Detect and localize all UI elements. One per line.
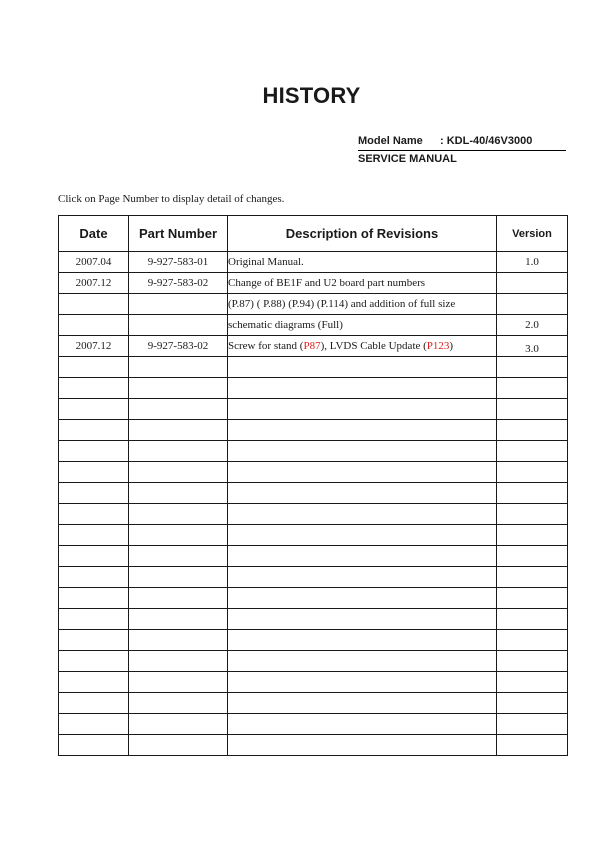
empty-cell (228, 378, 497, 399)
empty-cell (129, 693, 228, 714)
empty-cell (228, 483, 497, 504)
empty-cell (59, 588, 129, 609)
empty-table-row (59, 525, 568, 546)
table-row (59, 294, 568, 315)
table-row (59, 252, 568, 273)
header-part-number: Part Number (129, 216, 228, 252)
row-description: Original Manual. (228, 252, 497, 273)
empty-cell (59, 609, 129, 630)
empty-cell (59, 630, 129, 651)
empty-cell (129, 735, 228, 756)
empty-cell (497, 420, 568, 441)
row-date (59, 315, 129, 336)
row-part-number (129, 294, 228, 315)
table-header-row (59, 216, 568, 252)
empty-cell (59, 483, 129, 504)
empty-cell (497, 525, 568, 546)
empty-cell (497, 735, 568, 756)
empty-table-row (59, 672, 568, 693)
empty-table-row (59, 483, 568, 504)
empty-cell (129, 567, 228, 588)
empty-cell (228, 462, 497, 483)
empty-cell (228, 357, 497, 378)
description-text: ), LVDS Cable Update ( (320, 340, 427, 352)
revision-history-table (58, 215, 568, 756)
empty-table-row (59, 357, 568, 378)
empty-cell (497, 504, 568, 525)
empty-table-row (59, 441, 568, 462)
row-part-number (129, 315, 228, 336)
empty-cell (129, 714, 228, 735)
empty-cell (59, 672, 129, 693)
empty-table-row (59, 462, 568, 483)
empty-cell (129, 357, 228, 378)
empty-table-row (59, 588, 568, 609)
row-version-value: 3.0 (525, 343, 539, 355)
empty-cell (129, 588, 228, 609)
empty-cell (228, 672, 497, 693)
empty-table-row (59, 651, 568, 672)
empty-cell (228, 651, 497, 672)
empty-cell (497, 399, 568, 420)
table-row (59, 273, 568, 294)
empty-cell (129, 462, 228, 483)
empty-table-row (59, 504, 568, 525)
empty-table-row (59, 714, 568, 735)
empty-cell (228, 504, 497, 525)
empty-cell (228, 630, 497, 651)
table-row (59, 336, 568, 357)
row-part-number: 9-927-583-02 (129, 273, 228, 294)
empty-table-row (59, 609, 568, 630)
empty-cell (228, 588, 497, 609)
empty-cell (228, 567, 497, 588)
empty-cell (228, 399, 497, 420)
row-date: 2007.04 (59, 252, 129, 273)
empty-cell (497, 714, 568, 735)
empty-cell (497, 483, 568, 504)
empty-cell (129, 399, 228, 420)
empty-cell (59, 546, 129, 567)
empty-cell (129, 651, 228, 672)
empty-cell (497, 630, 568, 651)
empty-cell (497, 546, 568, 567)
empty-cell (129, 630, 228, 651)
empty-cell (129, 441, 228, 462)
empty-cell (59, 357, 129, 378)
page-title: HISTORY (262, 83, 361, 108)
empty-table-row (59, 546, 568, 567)
empty-cell (228, 693, 497, 714)
model-name-value: : KDL-40/46V3000 (440, 135, 533, 147)
empty-cell (129, 504, 228, 525)
row-date: 2007.12 (59, 273, 129, 294)
row-part-number: 9-927-583-02 (129, 336, 228, 357)
empty-cell (129, 378, 228, 399)
row-version (497, 273, 568, 294)
empty-cell (59, 651, 129, 672)
empty-cell (59, 441, 129, 462)
row-description: schematic diagrams (Full) (228, 315, 497, 336)
empty-cell (59, 504, 129, 525)
row-description: (P.87) ( P.88) (P.94) (P.114) and addition of full size (228, 294, 497, 315)
empty-cell (59, 525, 129, 546)
row-part-number: 9-927-583-01 (129, 252, 228, 273)
empty-cell (228, 441, 497, 462)
row-version (497, 294, 568, 315)
description-text: Screw for stand ( (228, 340, 304, 352)
empty-cell (497, 357, 568, 378)
empty-cell (497, 693, 568, 714)
empty-table-row (59, 630, 568, 651)
empty-cell (59, 693, 129, 714)
empty-cell (59, 462, 129, 483)
empty-cell (497, 378, 568, 399)
empty-cell (497, 672, 568, 693)
empty-cell (497, 588, 568, 609)
header-date: Date (59, 216, 129, 252)
row-date: 2007.12 (59, 336, 129, 357)
row-description: Change of BE1F and U2 board part numbers (228, 273, 497, 294)
empty-cell (228, 546, 497, 567)
row-version: 1.0 (497, 252, 568, 273)
service-manual-label: SERVICE MANUAL (358, 153, 457, 165)
description-text: ) (449, 340, 454, 352)
empty-cell (228, 714, 497, 735)
empty-cell (59, 420, 129, 441)
empty-cell (129, 609, 228, 630)
empty-cell (497, 609, 568, 630)
empty-cell (129, 483, 228, 504)
row-date (59, 294, 129, 315)
empty-cell (129, 420, 228, 441)
instruction-note: Click on Page Number to display detail of changes. (58, 193, 285, 205)
empty-cell (59, 714, 129, 735)
empty-cell (228, 609, 497, 630)
empty-cell (129, 672, 228, 693)
model-name-line (358, 135, 566, 151)
empty-cell (59, 399, 129, 420)
empty-table-row (59, 399, 568, 420)
row-description (228, 336, 497, 357)
page-link-p123[interactable]: P123 (426, 340, 450, 352)
empty-cell (497, 567, 568, 588)
empty-cell (129, 546, 228, 567)
table-row (59, 315, 568, 336)
header-version: Version (497, 216, 568, 252)
page-link-p87[interactable]: P87 (303, 340, 321, 352)
empty-table-row (59, 735, 568, 756)
empty-cell (228, 735, 497, 756)
empty-cell (59, 567, 129, 588)
empty-cell (59, 735, 129, 756)
empty-table-row (59, 378, 568, 399)
header-description: Description of Revisions (228, 216, 497, 252)
row-version: 2.0 (497, 315, 568, 336)
empty-cell (129, 525, 228, 546)
empty-table-row (59, 567, 568, 588)
empty-cell (497, 441, 568, 462)
model-name-label: Model Name (358, 135, 423, 147)
row-version (497, 336, 568, 357)
empty-cell (59, 378, 129, 399)
empty-cell (228, 525, 497, 546)
empty-cell (497, 462, 568, 483)
empty-cell (497, 651, 568, 672)
empty-table-row (59, 420, 568, 441)
empty-cell (228, 420, 497, 441)
model-info (358, 135, 566, 165)
empty-table-row (59, 693, 568, 714)
